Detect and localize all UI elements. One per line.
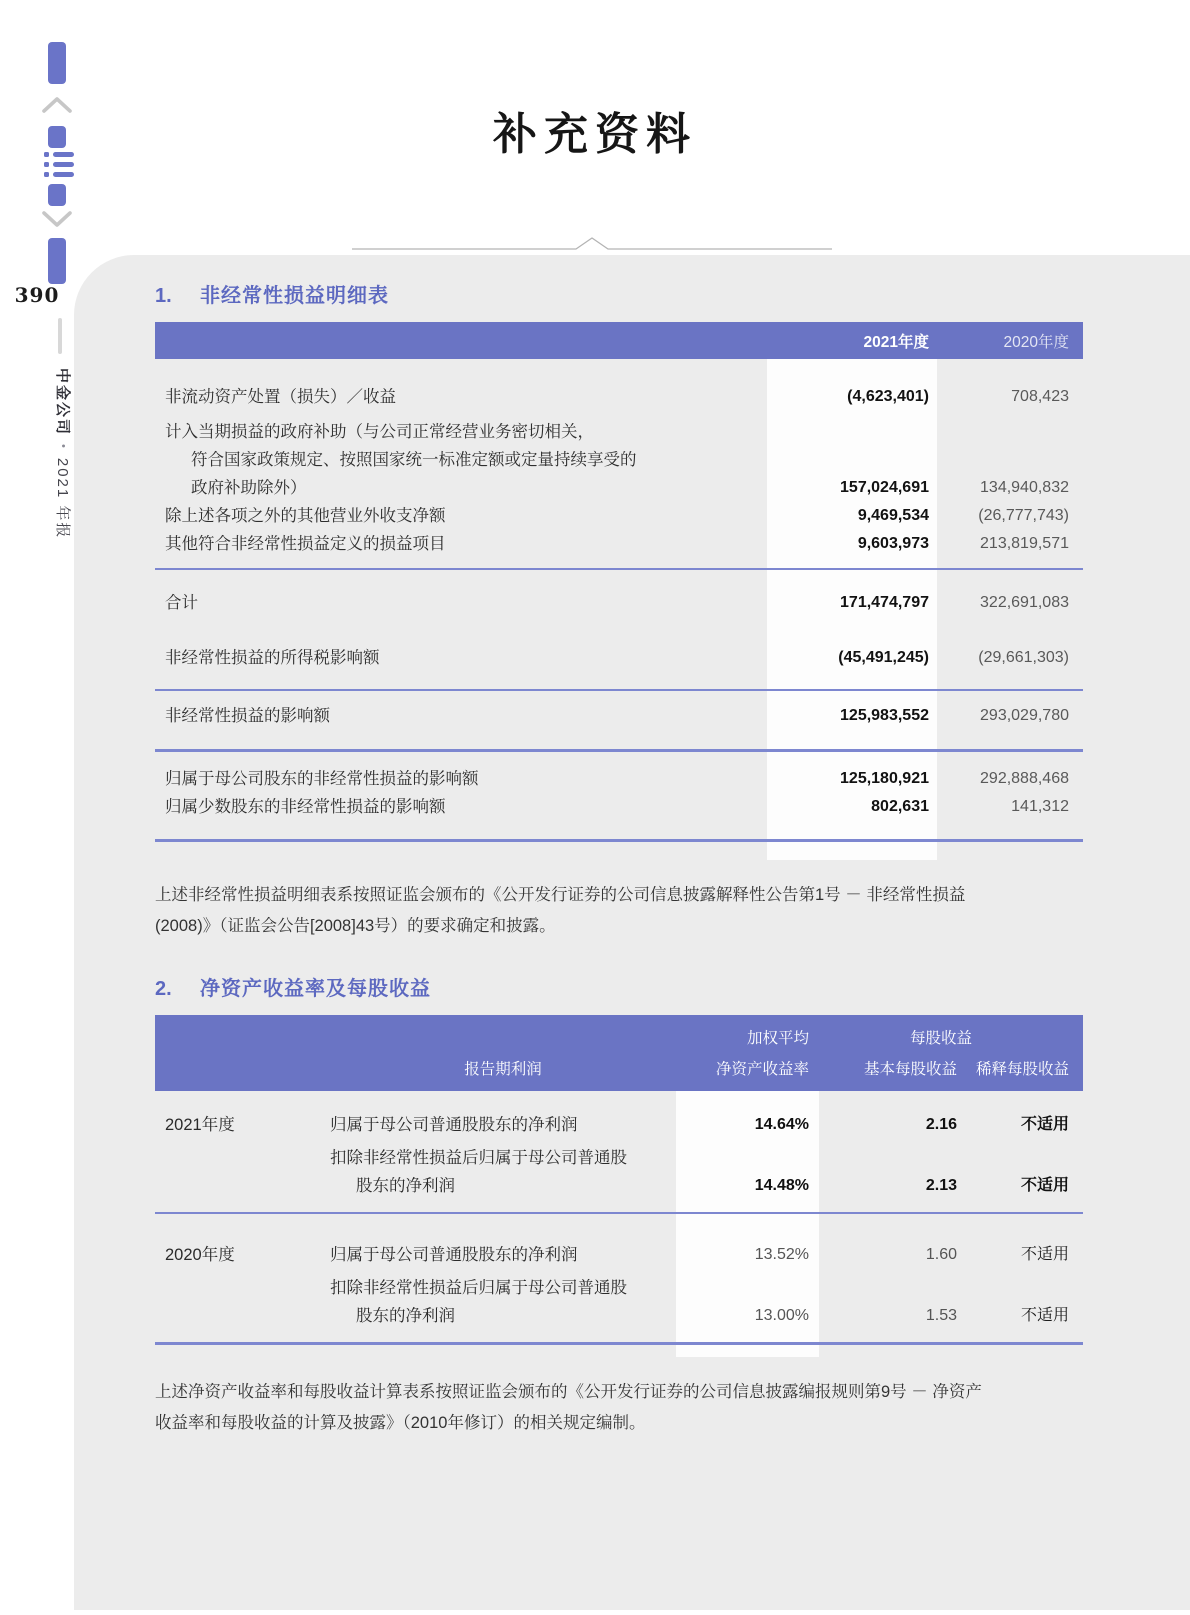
diluted-eps-value: 不适用: [1020, 1246, 1069, 1263]
side-rail: [0, 0, 74, 1615]
basic-eps-value: 2.16: [925, 1116, 957, 1133]
value-2020: 134,940,832: [980, 479, 1069, 496]
value-2020: (29,661,303): [978, 649, 1069, 666]
row-label: 计入当期损益的政府补助（与公司正常经营业务密切相关，: [165, 423, 594, 441]
rail-decoration-bar: [48, 42, 66, 84]
year-label: 2021年度: [165, 1116, 235, 1134]
row-label: 其他符合非经常性损益定义的损益项目: [165, 535, 446, 553]
diluted-eps-value: 不适用: [1020, 1177, 1069, 1194]
table-row: [155, 1302, 1083, 1330]
row-label: 股东的净利润: [356, 1307, 455, 1325]
table2-col-basic: 基本每股收益: [863, 1060, 957, 1078]
table1-col-2021: 2021年度: [863, 333, 929, 351]
list-icon-dot: [44, 172, 49, 177]
value-2021: (45,491,245): [838, 649, 929, 666]
table2-header-band: [155, 1015, 1083, 1091]
row-label: 归属于母公司普通股股东的净利润: [330, 1246, 578, 1264]
page-number: 390: [14, 283, 60, 307]
content-panel: [74, 255, 1190, 1610]
value-2020: 292,888,468: [980, 770, 1069, 787]
table-row-total: [155, 589, 1083, 617]
value-2021: 171,474,797: [840, 594, 929, 611]
value-2020: 322,691,083: [980, 594, 1069, 611]
table-divider: [155, 749, 1083, 752]
table2-col-roe: 净资产收益率: [715, 1060, 809, 1078]
note-line: 收益率和每股收益的计算及披露》（2010年修订）的相关规定编制。: [155, 1414, 646, 1432]
list-icon-line: [53, 162, 74, 167]
table-row: [155, 1274, 1083, 1302]
table-row: [155, 418, 1083, 446]
roe-value: 13.00%: [754, 1307, 809, 1324]
table-row: [155, 1172, 1083, 1200]
section1-title: 非经常性损益明细表: [200, 285, 389, 307]
table1-col-2020: 2020年度: [1003, 333, 1069, 351]
row-label: 合计: [165, 594, 198, 612]
value-2020: (26,777,743): [978, 507, 1069, 524]
section2-number: 2.: [155, 978, 172, 1000]
row-label: 非经常性损益的所得税影响额: [165, 649, 380, 667]
section1-number: 1.: [155, 285, 172, 307]
roe-value: 14.64%: [754, 1116, 809, 1133]
section2-note: [155, 1377, 1083, 1439]
basic-eps-value: 1.60: [925, 1246, 957, 1263]
nonrecurring-table: [155, 322, 1083, 860]
note-line: 上述非经常性损益明细表系按照证监会颁布的《公开发行证券的公司信息披露解释性公告第1号 － 非经常性损益: [155, 886, 966, 904]
value-2021: 125,983,552: [840, 707, 929, 724]
diluted-eps-value: 不适用: [1020, 1307, 1069, 1324]
report-year: 2021 年报: [54, 457, 71, 540]
roe-value: 13.52%: [754, 1246, 809, 1263]
section1-note: [155, 880, 1083, 942]
table-row: [155, 446, 1083, 474]
row-label: 除上述各项之外的其他营业外收支净额: [165, 507, 446, 525]
value-2021: 157,024,691: [840, 479, 929, 496]
company-name: 中金公司: [54, 368, 71, 437]
roe-eps-table: [155, 1015, 1083, 1357]
chevron-down-icon[interactable]: [42, 210, 72, 228]
table-bottom-rule: [155, 1342, 1083, 1345]
table-row: [155, 793, 1083, 821]
table2-group-eps: 每股收益: [909, 1029, 972, 1047]
section2-heading: [155, 972, 1190, 1001]
value-2021: 802,631: [871, 798, 929, 815]
basic-eps-value: 2.13: [925, 1177, 957, 1194]
table2-col-diluted: 稀释每股收益: [975, 1060, 1069, 1078]
basic-eps-value: 1.53: [925, 1307, 957, 1324]
value-2021: (4,623,401): [847, 388, 929, 405]
table-row: [155, 1144, 1083, 1172]
value-2020: 293,029,780: [980, 707, 1069, 724]
table-row: [155, 474, 1083, 502]
row-label: 扣除非经常性损益后归属于母公司普通股: [330, 1149, 627, 1167]
value-2020: 141,312: [1011, 798, 1069, 815]
row-label: 政府补助除外）: [191, 479, 307, 497]
value-2021: 9,469,534: [857, 507, 929, 524]
title-divider-ornament: [352, 236, 832, 252]
value-2021: 9,603,973: [857, 535, 929, 552]
rail-decoration-bar: [48, 184, 66, 206]
rail-decoration-bar: [48, 238, 66, 284]
table-divider: [155, 568, 1083, 570]
page-title: 补充资料: [493, 109, 697, 160]
table-bottom-rule: [155, 839, 1083, 842]
note-line: (2008)》（证监会公告[2008]43号）的要求确定和披露。: [155, 917, 556, 935]
table-row: [155, 1111, 1083, 1139]
table2-group-weighted: 加权平均: [746, 1029, 809, 1047]
section2-title: 净资产收益率及每股收益: [200, 978, 431, 1000]
table-divider: [155, 689, 1083, 691]
value-2020: 708,423: [1011, 388, 1069, 405]
row-label: 归属于母公司股东的非经常性损益的影响额: [165, 770, 479, 788]
list-icon-line: [53, 172, 74, 177]
table-row: [155, 502, 1083, 530]
brand-separator-dot: •: [57, 444, 69, 450]
table1-body: [155, 359, 1083, 860]
table-row: [155, 383, 1083, 411]
value-2020: 213,819,571: [980, 535, 1069, 552]
row-label: 股东的净利润: [356, 1177, 455, 1195]
row-label: 扣除非经常性损益后归属于母公司普通股: [330, 1279, 627, 1297]
table-row: [155, 644, 1083, 672]
diluted-eps-value: 不适用: [1020, 1116, 1069, 1133]
table-divider: [155, 1212, 1083, 1214]
vertical-brand-text: [53, 368, 74, 539]
table-row: [155, 765, 1083, 793]
year-label: 2020年度: [165, 1246, 235, 1264]
note-line: 上述净资产收益率和每股收益计算表系按照证监会颁布的《公开发行证券的公司信息披露编报规则第9号 － 净资产: [155, 1383, 982, 1401]
section1-heading: [155, 279, 1190, 308]
table2-col-profit: 报告期利润: [464, 1060, 542, 1078]
roe-value: 14.48%: [754, 1177, 809, 1194]
table1-header-band: [155, 322, 1083, 359]
page-number-tick: [58, 318, 62, 354]
table-row: [155, 1241, 1083, 1269]
list-icon-dot: [44, 162, 49, 167]
value-2021: 125,180,921: [840, 770, 929, 787]
table-row: [155, 702, 1083, 730]
row-label: 非经常性损益的影响额: [165, 707, 330, 725]
table-row: [155, 530, 1083, 558]
row-label: 归属少数股东的非经常性损益的影响额: [165, 798, 446, 816]
row-label: 非流动资产处置（损失）／收益: [165, 388, 396, 406]
row-label: 归属于母公司普通股股东的净利润: [330, 1116, 578, 1134]
row-label: 符合国家政策规定、按照国家统一标准定额或定量持续享受的: [191, 451, 637, 469]
table2-body: [155, 1091, 1083, 1357]
